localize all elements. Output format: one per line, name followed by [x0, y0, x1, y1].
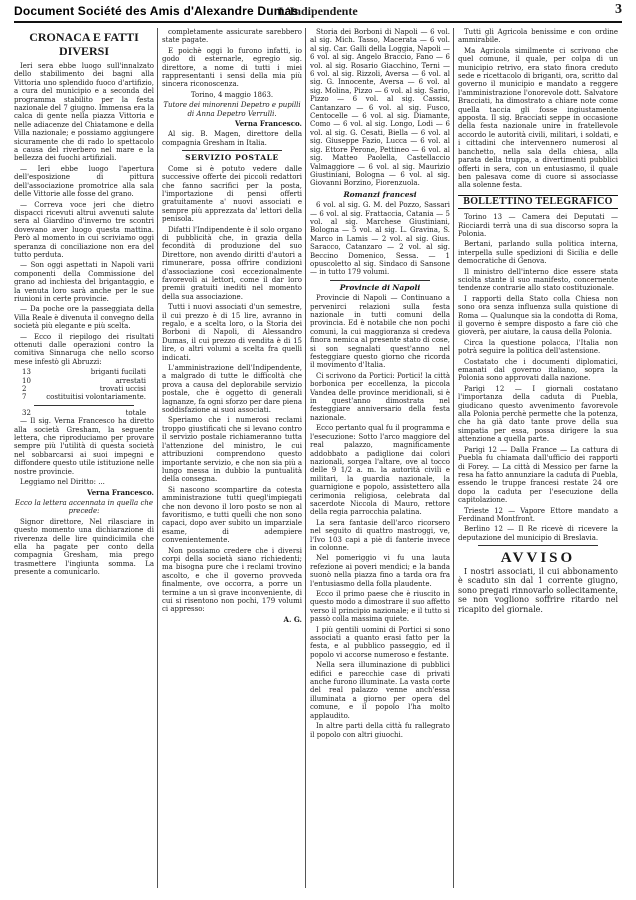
tally-number: 32: [22, 408, 31, 417]
tally-number: 13: [22, 368, 31, 377]
article-paragraph: Signor direttore, Nel rilasciare in questo momento una dichiarazione di riverenza delle lire quindicimila che ella ha pagate per conto della compagnia Gresham, mia prego trasmettere l'ingiunta somma. La presente a comunicarlo.: [14, 517, 154, 577]
society-watermark-text: Document Société des Amis d'Alexandre Dumas: [14, 4, 299, 18]
header-rule: [14, 21, 622, 23]
divider: [478, 545, 598, 546]
article-paragraph: — Correva voce jeri che dietro dispacci ricevuti altrui avvenuti salute sera al Giardino d'inverno tre scontri dovevano aver luogo questa mattina. Però al momento in cui scriviamo oggi speranza di conciliazione non era del tutto perduta.: [14, 200, 154, 259]
telegram-paragraph: Il ministro dell'interno dice essere stata sciolta stante il suo manifesto, concernente tendenze contrarie allo stato costituzionale.: [458, 267, 618, 293]
divider: [34, 405, 134, 406]
subsection-romanzi-francesi: Romanzi francesi: [343, 189, 417, 199]
article-paragraph: Ecco pertanto qual fu il programma e l'esecuzione: Sotto l'arco maggiore del real palazzo, magnificamente addobbato a padiglione dai colori nazionali, sorgea l'altare, ove al tocco delle 9 1/2 a. m. la autorità civili e militari, la guardia nazionale, la guarnigione e popolo, assistettero alla cerimonia religiosa, celebrata dal sacerdote Niccola di Mauro, rettore della regia parrocchia palatina.: [310, 424, 450, 517]
tally-number: 10: [22, 376, 31, 385]
article-paragraph: Leggiamo nel Diritto: ...: [20, 478, 105, 487]
article-paragraph: — Il sig. Verna Francesco ha diretto alla società Gresham, la seguente lettera, che riproduciamo per provare sempre più l'utilità di questa società nel sobbarcarsi ai suoi impegni e diffondere questo utile istituzione nelle nostre provincie.: [14, 417, 154, 476]
tally-label: briganti fucilati: [90, 368, 146, 377]
article-paragraph: Provincie di Napoli — Continuano a pervenirci relazioni sulla festa nazionale in tutti comuni della provincia. Ed è notabile che non pochi comuni, la cui maggioranza si credeva finora nemica al presente stato di cose, si son segnalati quest'anno nel festeggiare questo giorno che ricorda il movimento d'Italia.: [310, 294, 450, 370]
article-paragraph: L'amministrazione dell'Indipendente, a malgrado di tutte le difficoltà che prova a causa del deplorabile servizio postale, che è oggetto di generali lagnanze, fa ogni sforzo per dare piena soddisfazione ai suoi associati.: [162, 364, 302, 415]
divider: [330, 280, 430, 281]
article-paragraph: Ecco il primo paese che è riuscito in questo modo a dimostrare il suo affetto verso il principio nazionale; e il tutto si passò colla massima quiete.: [310, 590, 450, 624]
tally-number: 2: [22, 385, 27, 394]
signature: Verna Francesco.: [86, 487, 154, 497]
column-divider: [453, 28, 454, 888]
notice-title-avviso: AVVISO: [500, 550, 576, 567]
article-paragraph: Tutti i nuovi associati d'un semestre, il cui prezzo è di 15 lire, avranno in regalo, e a scelta loro, o la Storia dei Borboni di Napoli, di Alessandro Dumas, il cui prezzo di vendita è di 15 lire, o altri volumi a scelta fra quelli indicati.: [162, 303, 302, 362]
section-title-servizio-postale: SERVIZIO POSTALE: [185, 153, 279, 163]
article-paragraph: Nel pomeriggio vi fu una lauta refezione ai poveri mendici; e la banda suonò nella piazza fino a tarda ora fra l'entusiasmo della folla plaudente.: [310, 554, 450, 588]
article-paragraph: Non possiamo credere che i diversi corpi della società siano richiedenti; ma bisogna pure che i reclami trovino ascolto, e che il governo provveda finalmente, ove occorra, a porre un termine a un sì grave inconveniente, di cui si risentono non pochi, 179 volumi ci appresso:: [162, 546, 302, 614]
article-paragraph: — Da poche ore la passeggiata della Villa Reale è divenuta il convegno della società più elegante e più scelta.: [14, 305, 154, 331]
list-item-total: [14, 409, 154, 417]
column-divider: [305, 28, 306, 888]
article-paragraph: Nella sera illuminazione di pubblici edifici e parecchie case di privati anche furono illuminate. La vasta corte del real palazzo venne anch'essa illuminata a giorno per opera del comune, e il popolo l'ha molto applaudito.: [310, 661, 450, 720]
letter-role: Tutore dei minorenni Depetro e pupilli di Anna Depetro Verrulli.: [163, 101, 301, 118]
telegram-paragraph: Costatato che i documenti diplomatici, emanati dal governo italiano, sopra la Polonia sono approvati dalla nazione.: [458, 357, 618, 383]
article-paragraph: Come si è potuto vedere dalle successive offerte dei piccoli redattori che fanno sacrifici per la posta, l'importazione di pensi offerti gratuitamente a' nuovi associati e sempre più apprezzata da' lettori della penisola.: [162, 164, 302, 224]
article-paragraph: In altre parti della città fu rallegrato il popolo con altri giuochi.: [310, 722, 450, 739]
tally-label: trovati uccisi: [99, 385, 146, 394]
telegram-paragraph: Parigi 12 — Dalla France — La cattura di Puebla fu chiamata dall'ufficio dei rapporti di Forey. — La città di Messico per farne la resa ha fatto annunziare la caduta di Puebla, essendo le truppe francesi restate 24 ore dopo la caduta per l'esecuzione della capitolazione.: [458, 445, 618, 505]
article-paragraph: Tutti gli Agricola benissime e con ordine ammirabile.: [458, 28, 618, 45]
signature: A. G.: [283, 614, 302, 624]
telegram-paragraph: Trieste 12 — Vapore Ettore mandato a Ferdinand Montfront.: [458, 506, 618, 523]
column-1: [14, 28, 154, 888]
brigand-tally-list: [14, 368, 154, 417]
signature: Verna Francesco.: [234, 119, 302, 129]
telegram-paragraph: Bertani, parlando sulla politica interna, interpella sulle spedizioni di Sicilia e delle democratiche di Genova.: [458, 240, 618, 266]
article-paragraph: — Son oggi aspettati in Napoli varii componenti della Commissione del grano ad inchiesta del brigantaggio, e la venuta loro sarà anche per le sue riunioni in certe provincie.: [14, 261, 154, 303]
list-item: [14, 368, 154, 376]
letter-intro: Ecco la lettera accennata in quella che precede:: [14, 498, 154, 516]
prize-list-paragraph: 6 vol. al sig. G. M. del Pozzo, Sassari — 6 vol. al sig. Frattaccia, Catania — 5 vol. al sig. Marchese Giustiniani, Bologna — 5 vol. al sig. L. Gravina, S. Marco in Lamis — 2 vol. al sig. Gius. Saracco, Catanzaro — 2 vol. al sig. Beccino Domenico, Sessa. — 1 opuscoletto al sig. Sindaco di Sansone — in tutto 179 volumi.: [310, 201, 450, 277]
column-4: [458, 28, 618, 888]
tally-number: 7: [22, 393, 27, 402]
article-paragraph: Ci scrivono da Portici: Portici! la città borbonica per eccellenza, la piccola Vandea delle province meridionali, si è in quest'anno dimostrata nel festeggiare anniversario della festa nazionale.: [310, 371, 450, 422]
letter-recipient: Al sig. B. Magen, direttore della compagnia Gresham in Italia.: [162, 130, 302, 147]
telegram-paragraph: Parigi 12 — I giornali costatano l'importanza della caduta di Puebla, giudicano questo avvenimento favorevole alla Polonia perchè permette che la potenza, che ha già dato tante prove della sua simpatia per essa, possa dirigere la sua attenzione a quella parte.: [458, 384, 618, 444]
article-paragraph: La sera fantasie dell'arco ricorsero nel seguito di quattro mastroggi, ve, l'Ivo 103 capi a piè di fanterie invece in colonne.: [310, 518, 450, 552]
article-paragraph: Difatti l'Indipendente è il solo organo di pubblicità che, in grazia della fecondità di produzione del suo Direttore, non avendo diritti d'autori a rimunerare, possa offrire condizioni d'associazione così eccezionalmente favorevoli ai lettori, come il dar loro premii gratuiti inediti nel momento della sua associazione.: [162, 225, 302, 301]
telegram-paragraph: Berlino 12 — Il Re ricevè di ricevere la deputazione del municipio di Breslavia.: [458, 525, 618, 542]
column-3: [310, 28, 450, 888]
list-item: [14, 385, 154, 393]
telegram-paragraph: I rapporti della Stato colla Chiesa non sono ora senza influenza sulla quistione di Roma — Qualunque sia la condotta di Roma, il governo è sempre disposto a fare ciò che gioverà, per aiutare, la causa della Polonia.: [458, 294, 618, 337]
article-paragraph: Ma Agricola similmente ci scrivono che quel comune, il quale, per colpa di un municipio retrivo, era stato finora creduto sede e ricettacolo di briganti, ora, scritto dal governo il municipio e mandato a reggere l'amministrazione l'onorevole dott. Salvatore Bracciati, ha dimostrato a chiare note come quella taccia gli fosse ingiustamente apposta. Il sig. Bracciati seppe in occasione della festa nazionale unire in fratellevole accordo le autorità civili, militari, i soldati, e i cittadini che intervennero numerosi al banchetto, nella sala della chiesa, alla parata della truppa, a divertimenti pubblici offerti in sera, con un entusiasmo, il quale ben palesava come di cuore si associasse alla solenne festa.: [458, 46, 618, 190]
telegram-paragraph: Torino 13 — Camera dei Deputati — Ricciardi terrà una di sua discorso sopra la Polonia.: [458, 213, 618, 238]
tally-label: arrestati: [115, 376, 146, 385]
section-title-cronaca: CRONACA E FATTI DIVERSI: [29, 30, 139, 58]
section-title-bollettino: BOLLETTINO TELEGRAFICO: [458, 195, 618, 209]
tally-label: costituitisi volontariamente.: [46, 393, 146, 402]
article-paragraph: — Ieri ebbe luogo l'apertura dell'esposizione di pittura dell'associazione promotrice alla sala delle Vittorie alle fosse del grano.: [14, 164, 154, 199]
prize-list-paragraph: Storia dei Borboni di Napoli — 6 vol. al sig. Mich. Tasso, Macerata — 6 vol. al sig. Car. Galli della Loggia, Napoli — 6 vol. al sig. Angelo Braccio, Fano — 6 vol. al sig. Rosario Giacchino, Terni — 6 vol. al sig. Rizzoli, Aversa — 6 vol. al sig. G. Innocente, Aversa — 6 vol. al sig. Molina, Pizzo — 6 vol. al sig. Sario, Pizzo — 6 vol. al sig. Cassisi, Cantanzaro — 6 vol. al sig. Fusco, Centocelle — 6 vol. al sig. Diamante, Como — 6 vol. al sig. Longo, Lodi — 6 vol. al sig. G. Cesati, Biella — 6 vol. al sig. Giuseppe Fazio, Lucca — 6 vol. al sig. Ettore Perone, Pettineo — 6 vol. al sig. Matteo Paolella, Castellaccio Valmaggiore — 6 vol. al sig. Maurizio Giustiniani, Bologna — 6 vol. al sig. Giovanni Borzino, Fiorenzuola.: [310, 28, 450, 188]
article-paragraph: — Ecco il riepilogo dei risultati ottenuti dalle operazioni contro la comitiva Sinnaruga che nello scorso mese infestò gli Abruzzi:: [14, 332, 154, 366]
article-paragraph: Si nascono scompartire da cotesta amministrazione tutti quegl'impiegati che non devono il loro posto se non al favoritismo, e tutti quelli che non sono capaci, dopo aver subito un imparziale esame, di adempiere convenientemente.: [162, 485, 302, 545]
article-paragraph: E poichè oggi lo furono infatti, io godo di esternarle, egregio sig. direttore, a nome di tutti i miei rappresentanti i sensi della mia più sincera riconoscenza.: [162, 46, 302, 89]
letter-date: Torino, 4 maggio 1863.: [190, 90, 274, 99]
article-paragraph: Ieri sera ebbe luogo sull'innalzato dello stabilimento dei bagni alla Vittoria uno splendido fuoco d'artifizio, a cura del municipio e a seconda del programma stabilito per la festa nazionale del 7 giugno. Immensa era la calca di gente nella piazza Vittoria e nelle adiacenze del Chiatamone e della Villa nazionale; e possiamo aggiungere sicuramente che di rado lo spettacolo a causa del riverbero nel mare e la bellezza dei fuochi artifiziali.: [14, 62, 154, 163]
telegram-paragraph: Circa la questione polacca, l'Italia non potrà seguire la politica dell'astensione.: [458, 338, 618, 356]
article-paragraph: I più gentili uomini di Portici si sono associati a quanto erasi fatto per la festa, e al pubblico passeggio, ed il popolo vi accorse numeroso e festante.: [310, 625, 450, 659]
column-divider: [157, 28, 158, 888]
page-number: 3: [615, 2, 622, 17]
article-paragraph: completamente assicurate sarebbero state pagate.: [162, 28, 302, 45]
subsection-provincie-napoli: Provincie di Napoli: [339, 282, 421, 292]
list-item: [14, 393, 154, 401]
column-2: [162, 28, 302, 888]
list-item: [14, 377, 154, 385]
article-paragraph: Speriamo che i numerosi reclami troppo giustificati che si levano contro il servizio postale richiameranno tutta l'attenzione del ministro, le cui attribuzioni comprendono questo importante servizio, e che non sia più a lungo messa in dubbio la puntualità della consegna.: [162, 416, 302, 484]
divider: [182, 150, 282, 151]
tally-label: totale: [125, 408, 146, 417]
masthead-title: L'Indipendente: [278, 4, 358, 18]
notice-text: I nostri associati, il cui abbonamento è scaduto sin dal 1 corrente giugno, sono pregati rinnovarlo sollecitamente, se non vogliono soffrire ritardo nel ricapito del giornale.: [458, 566, 618, 614]
